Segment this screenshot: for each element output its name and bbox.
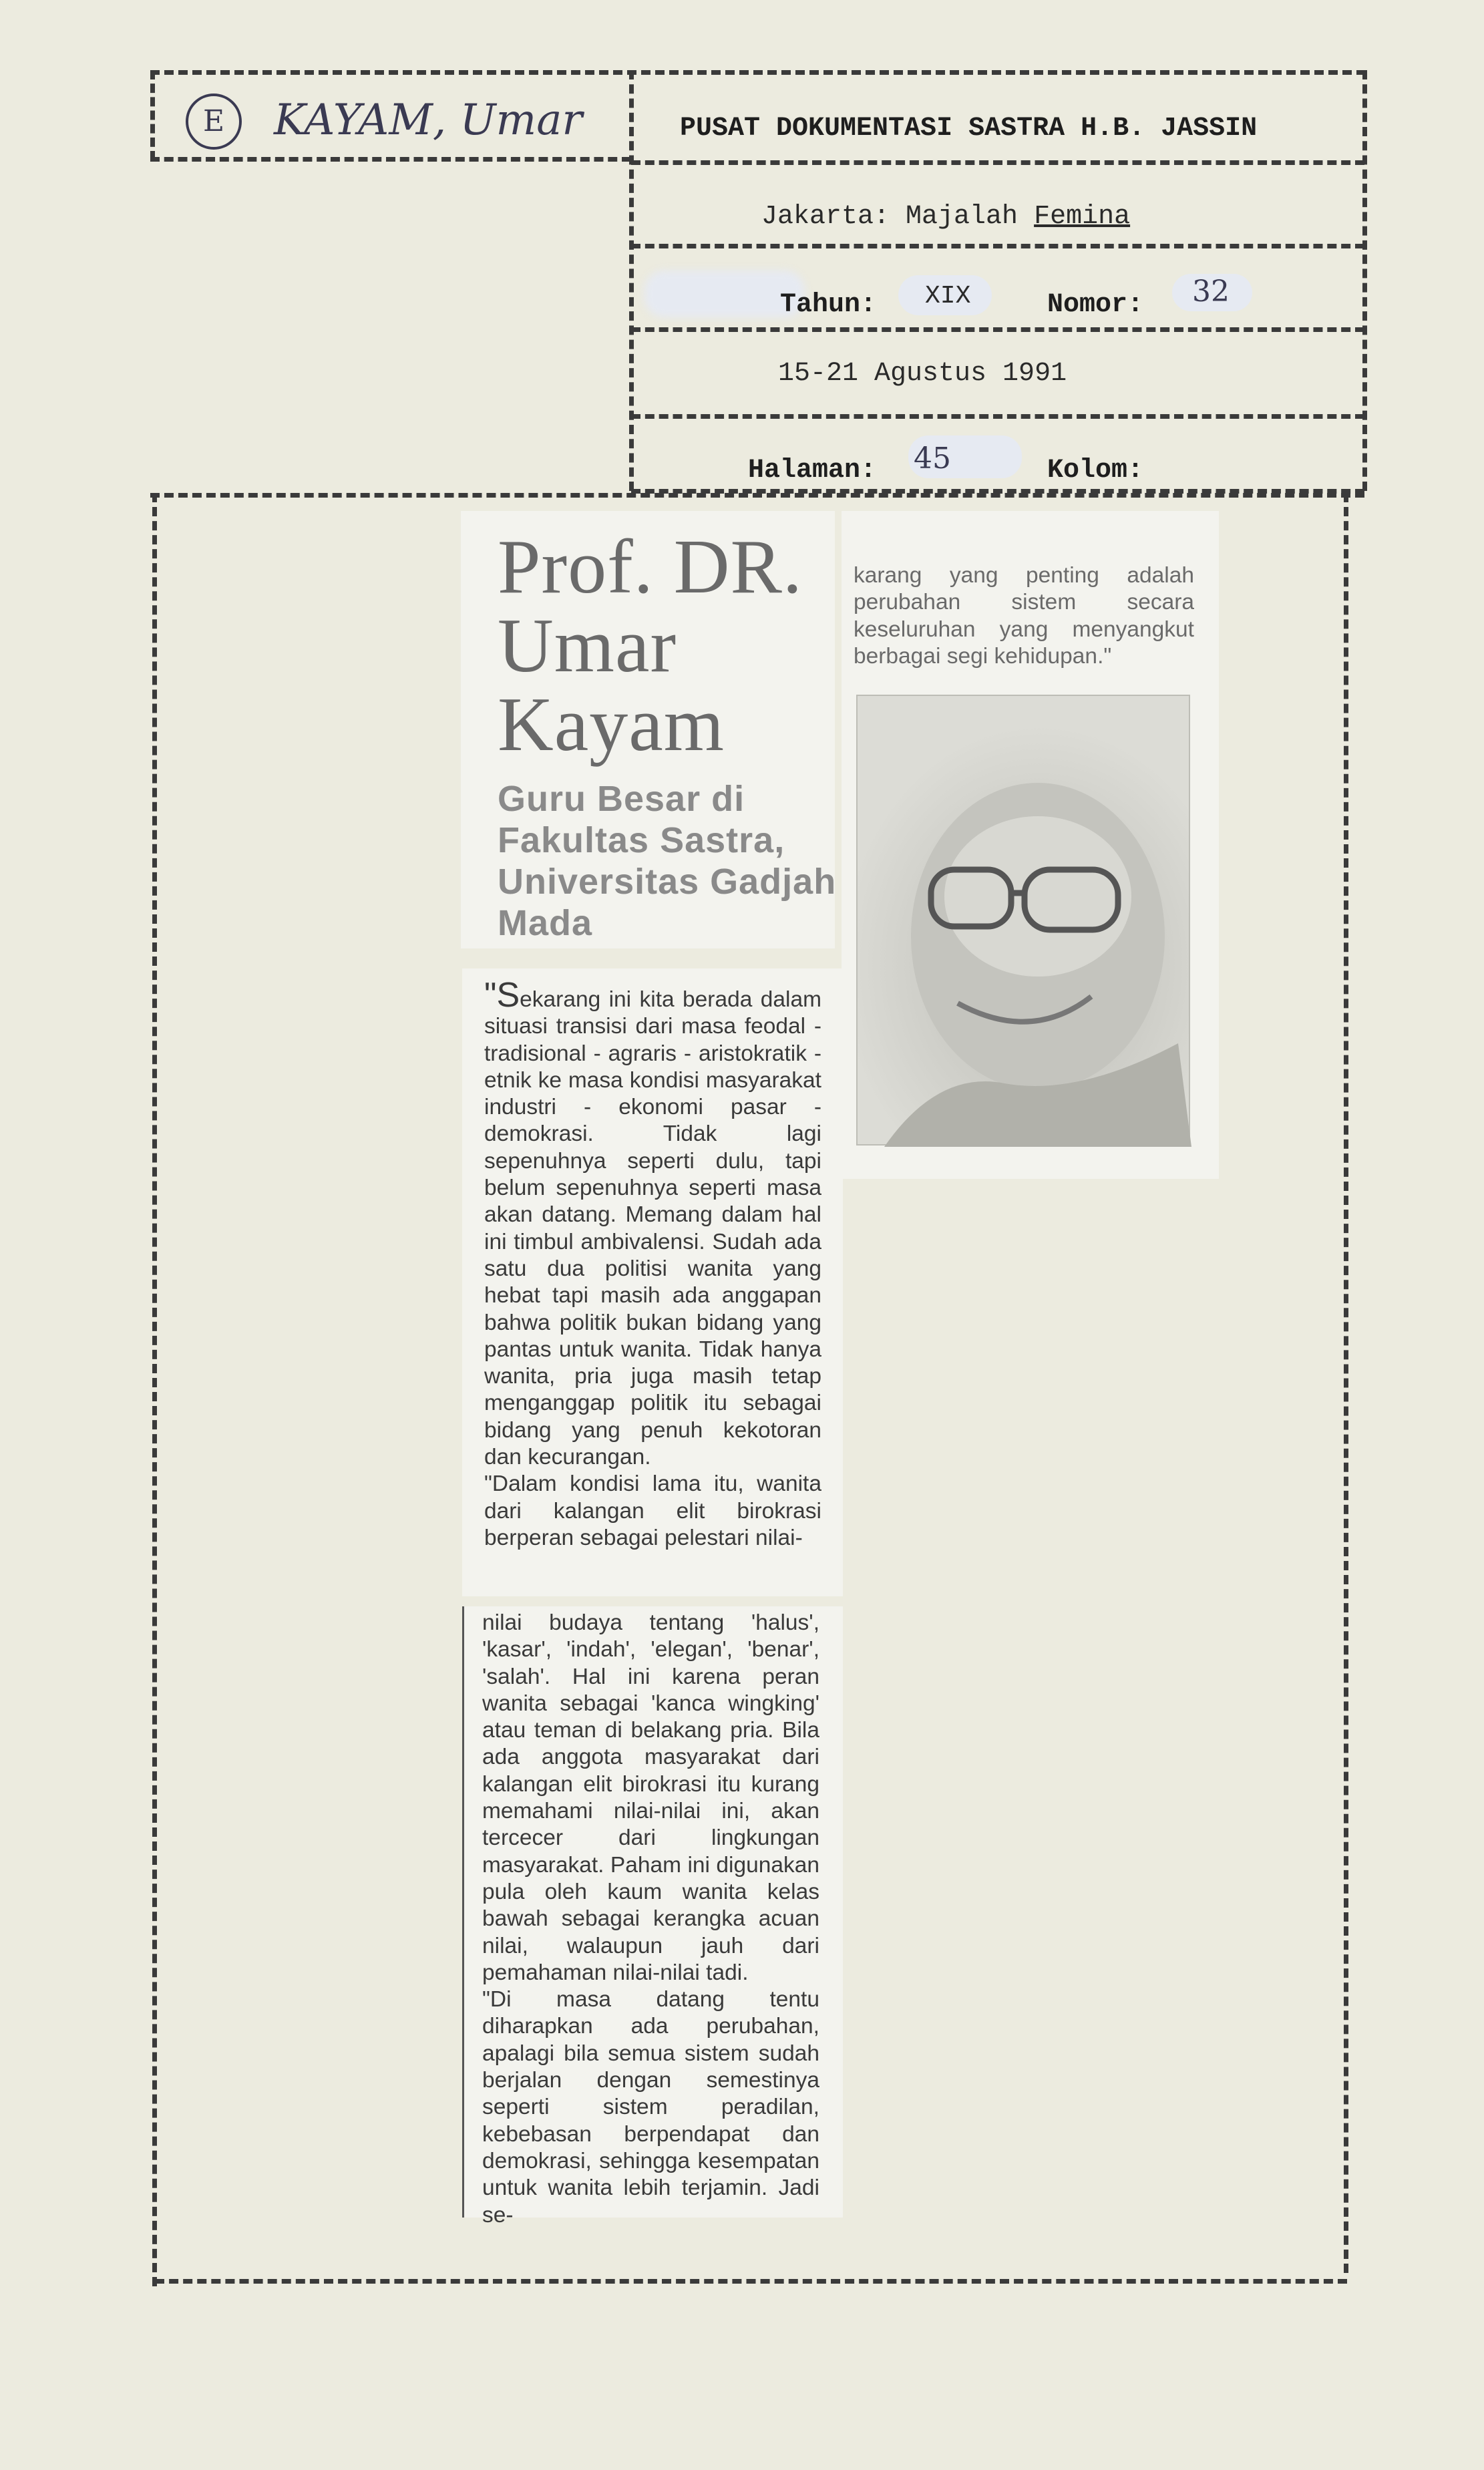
name-box-border-left: [150, 70, 155, 160]
tahun-label: Tahun:: [780, 290, 877, 320]
source-city: Jakarta: Majalah: [761, 202, 1035, 232]
form-border-top: [150, 70, 1366, 75]
form-border-right: [1362, 70, 1367, 491]
clipping-frame-left: [152, 493, 157, 2286]
drop-letter: "S: [484, 976, 520, 1015]
clipping-frame-right: [1344, 493, 1348, 2273]
article-subtitle: Guru Besar di Fakultas Sastra, Universitas Gadjah Mada: [498, 779, 837, 943]
nomor-label: Nomor:: [1047, 290, 1144, 320]
institution-name: PUSAT DOKUMENTASI SASTRA H.B. JASSIN: [680, 114, 1258, 144]
kolom-label: Kolom:: [1047, 456, 1144, 486]
publication-date: 15-21 Agustus 1991: [778, 359, 1067, 389]
column2-text: nilai budaya tentang 'halus', 'kasar', 'indah', 'elegan', 'benar', 'salah'. Hal ini karena peran wanita sebagai 'kanca wingking' atau teman di belakang pria. Bila ada anggota masyarakat dari kalangan elit birokrasi itu kurang memahami nilai-nilai ini, akan tercecer dari lingkungan masyarakat. Paham ini digunakan pula oleh kaum wanita kelas bawah sebagai kerangka acuan nilai, walaupun jauh dari pemahaman nilai-nilai tadi. "Di masa datang tentu diharapkan ada perubahan, apalagi bila semua sistem sudah berjalan dengan semestinya seperti sistem peradilan, kebebasan berpendapat dan demokrasi, sehingga kesempatan untuk wanita lebih terjamin. Jadi se-: [482, 1610, 819, 2228]
tahun-value: XIX: [925, 282, 971, 311]
form-row-line-1: [631, 160, 1364, 165]
halaman-label: Halaman:: [748, 456, 877, 486]
halaman-value: 45: [914, 442, 951, 476]
handwritten-code-circle: E: [186, 94, 242, 150]
column1-text: [484, 976, 821, 1552]
article-title: Prof. DR. Umar Kayam: [498, 524, 803, 767]
form-row-line-4: [631, 414, 1364, 419]
form-row-line-3: [631, 327, 1364, 332]
source-publication: Femina: [1034, 202, 1131, 232]
form-divider-vertical: [629, 70, 634, 491]
portrait-sketch: [858, 696, 1191, 1147]
handwritten-author-name: KAYAM, Umar: [274, 96, 582, 145]
clipping-frame-top: [150, 493, 1364, 498]
column1-body: ekarang ini kita berada dalam situasi transisi dari masa feodal - tradisional - agraris - aristokratik - etnik ke masa kondisi masyarakat industri - ekonomi pasar - demokrasi. Tidak lagi sepenuhnya seperti dulu, tapi belum sepenuhnya seperti masa akan datang. Memang dalam hal ini timbul ambivalensi. Sudah ada satu dua politisi wanita yang hebat tapi masih ada anggapan bahwa politik bukan bidang yang pantas untuk wanita. Tidak hanya wanita, pria juga masih tetap menganggap politik itu sebagai bidang yang penuh kekotoran dan kecurangan. "Dalam kondisi lama itu, wanita dari kalangan elit birokrasi berperan sebagai pelestari nilai-: [484, 987, 821, 1550]
name-box-border-bottom: [150, 157, 631, 162]
nomor-value: 32: [1192, 275, 1230, 309]
column3-text: karang yang penting adalah perubahan sistem secara keseluruhan yang menyangkut berbagai segi kehidupan.": [854, 563, 1194, 669]
portrait-photo: [856, 695, 1190, 1145]
form-row-line-2: [631, 244, 1364, 248]
clipping-frame-bottom: [155, 2279, 1347, 2284]
source-line: [761, 200, 1130, 234]
